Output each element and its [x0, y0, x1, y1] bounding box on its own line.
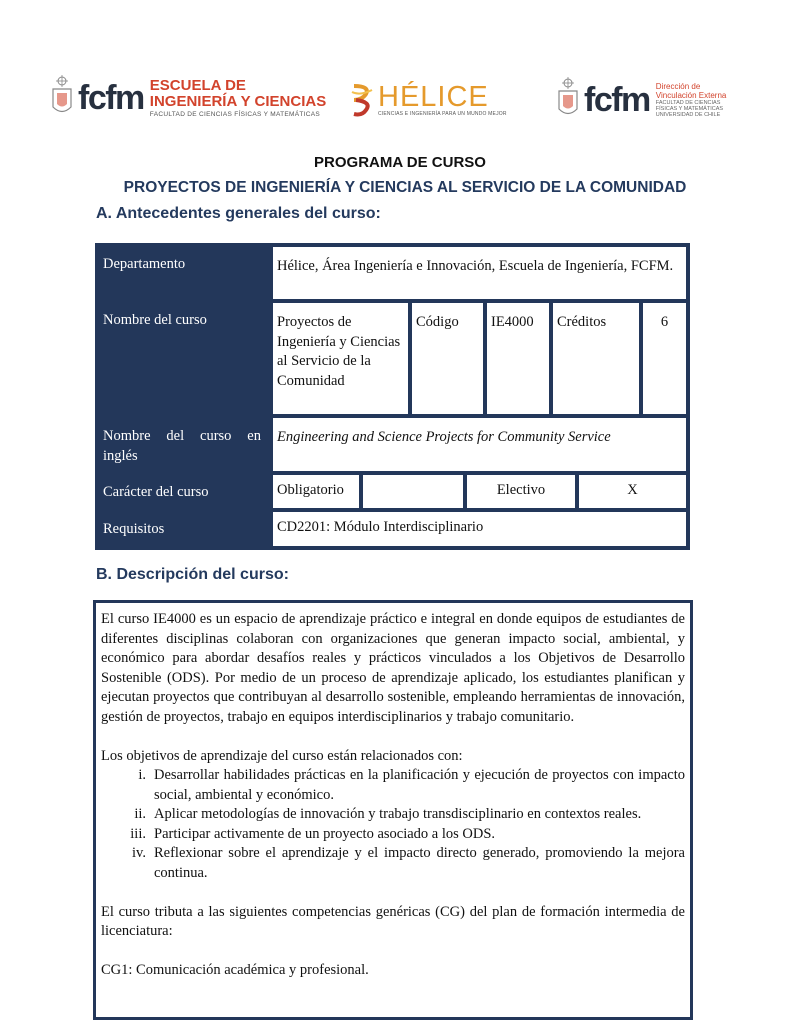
objectives-intro: Los objetivos de aprendizaje del curso están relacionados con: [101, 747, 463, 764]
section-b-heading: B. Descripción del curso: [96, 566, 289, 583]
vinculacion-logo-sub1: FACULTAD DE CIENCIAS [655, 100, 721, 106]
section-a-heading: A. Antecedentes generales del curso: [96, 205, 381, 222]
electivo-mark: X [579, 475, 686, 508]
university-crest-icon [50, 74, 74, 122]
caracter-label: Carácter del curso [103, 484, 209, 500]
helice-logo-text [378, 83, 507, 117]
competencies-intro: El curso tributa a las siguientes competencias genéricas (CG) del plan de formación intermedia de licenciatura: [101, 903, 685, 939]
objective-item [101, 805, 685, 825]
objective-number: ii. [134, 806, 146, 822]
codigo-value: IE4000 [487, 303, 549, 414]
objective-text: Desarrollar habilidades prácticas en la planificación y ejecución de proyectos con impacto social, ambiental y económico. [154, 767, 685, 803]
objective-number: i. [138, 767, 146, 783]
escuela-logo-text [150, 78, 326, 118]
nombre-label: Nombre del curso [103, 312, 207, 328]
departamento-value: Hélice, Área Ingeniería e Innovación, Escuela de Ingeniería, FCFM. [273, 247, 686, 299]
requisitos-value: CD2201: Módulo Interdisciplinario [273, 512, 686, 546]
objective-item [101, 766, 685, 805]
logo-bar [0, 72, 800, 132]
helice-wordmark: HÉLICE [378, 81, 489, 113]
objective-text: Reflexionar sobre el aprendizaje y el impacto directo generado, promoviendo la mejora continua. [154, 845, 685, 881]
objective-text: Aplicar metodologías de innovación y trabajo transdisciplinario en contextos reales. [154, 806, 642, 822]
departamento-label: Departamento [103, 256, 186, 272]
helice-logo [350, 82, 507, 118]
codigo-label: Código [412, 303, 483, 414]
escuela-logo-line1: ESCUELA DE [149, 77, 246, 94]
vinculacion-logo [556, 76, 726, 124]
helice-mark-icon [350, 82, 376, 118]
vinculacion-logo-line2: Vinculación Externa [655, 91, 727, 100]
escuela-logo-sub: FACULTAD DE CIENCIAS FÍSICAS Y MATEMÁTICAS [149, 111, 320, 118]
helice-tagline: CIENCIAS E INGENIERÍA PARA UN MUNDO MEJOR [378, 111, 507, 117]
nombre-ingles-label: Nombre del curso en inglés [103, 428, 261, 464]
obligatorio-label: Obligatorio [273, 475, 359, 508]
course-info-table [95, 243, 690, 550]
vinculacion-logo-sub3: UNIVERSIDAD DE CHILE [655, 112, 721, 118]
objective-text: Participar activamente de un proyecto asociado a los ODS. [154, 825, 496, 842]
nombre-ingles-value: Engineering and Science Projects for Community Service [273, 418, 686, 471]
vinculacion-logo-text [656, 82, 727, 118]
program-title: PROGRAMA DE CURSO [314, 154, 486, 171]
description-intro: El curso IE4000 es un espacio de aprendizaje práctico e integral en donde equipos de estudiantes de diferentes disciplinas colaboran con organizaciones que generan impacto social, ambiental, y económico para abordar desafíos reales y prácticos vinculados a los Objetivos de Desarrollo Sostenible (ODS). Por medio de un proceso de aprendizaje aplicado, los estudiantes planifican y ejecutan proyectos que contribuyan al desarrollo sostenible, empleando herramientas de innovación, gestión de proyectos, trabajo en equipos interdisciplinarios y trabajo comunitario. [101, 611, 685, 725]
vinculacion-logo-sub2: FÍSICAS Y MATEMÁTICAS [655, 106, 724, 112]
vinculacion-logo-line1: Dirección de [655, 82, 701, 91]
fcfm-wordmark: fcfm [78, 79, 144, 117]
obligatorio-mark [363, 475, 463, 508]
objective-number: iii. [130, 825, 146, 842]
nombre-value: Proyectos de Ingeniería y Ciencias al Servicio de la Comunidad [273, 303, 408, 414]
electivo-label: Electivo [467, 475, 575, 508]
creditos-label: Créditos [553, 303, 639, 414]
description-box [93, 600, 693, 1020]
competency-cg1: CG1: Comunicación académica y profesional. [101, 962, 369, 978]
requisitos-label: Requisitos [103, 521, 165, 537]
objective-item [101, 825, 685, 845]
objective-item [101, 844, 685, 883]
fcfm-wordmark: fcfm [584, 81, 650, 119]
escuela-logo [50, 74, 326, 122]
objective-number: iv. [132, 845, 146, 861]
creditos-value: 6 [643, 303, 686, 414]
escuela-logo-line2: INGENIERÍA Y CIENCIAS [149, 93, 327, 110]
university-crest-icon [556, 76, 580, 124]
course-title: PROYECTOS DE INGENIERÍA Y CIENCIAS AL SERVICIO DE LA COMUNIDAD [123, 179, 687, 196]
